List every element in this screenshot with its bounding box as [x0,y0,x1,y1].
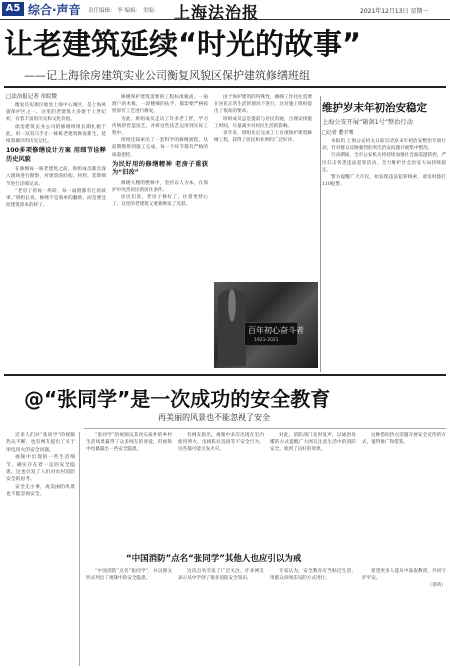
issue-date: 2021年12月13日 星期一 [360,8,429,15]
paragraph: 近来人们对“张同学”的视频热议不断，也有网友提出了关于用电用火的安全问题。 [6,433,75,453]
paragraph: 专家认为，安全教育应当贴近生活，用群众喜闻乐见的方式进行。 [270,569,356,582]
paper-name: 上海法治报 [174,3,260,22]
lower-subhead: 再美丽的风景也不能忽视了安全 [158,413,270,422]
lower-column-6 [178,568,264,666]
paragraph: 行动期间，全市公安机关将持续加强社会面巡逻防控，严厉打击各类违法犯罪活动，全力维护社会治安大局持续稳定。 [322,153,446,173]
section-subhead: 为民好用的修缮精神 老房子重获为“旧改” [112,160,208,177]
paragraph: 这种借助热点话题开展安全宣传的方式，值得推广和借鉴。 [362,433,446,446]
paragraph: 警方提醒广大市民，如发现违法犯罪线索，请及时拨打110报警。 [322,175,446,188]
article-photo [214,282,318,368]
right-byline: □记者 董宇骞 [322,130,354,136]
paragraph: 这次点名引发了广泛关注，许多网友表示从中学到了很多消防安全知识。 [178,569,264,582]
right-article-column [322,138,446,370]
divider [84,428,446,429]
main-byline: □法治报记者 章皖微 [6,94,57,100]
article-column-1 [6,102,106,370]
sidebar-column [6,432,80,666]
page-number: A5 [2,2,24,16]
main-headline: 让老建筑延续“时光的故事” [4,27,362,61]
paragraph: 徐房建筑实业公司的修缮班组长期扎根于此，用一双双巧手让一栋栋老建筑焕发新生，延续着城市的历史记忆。 [6,124,106,145]
paragraph: 由于保护建筑的特殊性，修缮工作往往需要在居民正常生活的情况下进行，这对施工组织提出了很高的要求。 [214,95,312,115]
lower-column-7 [270,568,356,666]
photo-sign-year: 1921-2021 [254,338,279,343]
right-subhead: 上海公安开展“砺剑1号”整治行动 [322,119,413,126]
divider [4,374,446,376]
paragraph: “张同学”的视频以其真实质朴的乡村生活场景赢得了众多网友的喜爱，但视频中也暴露出一些安全隐患。 [86,433,172,453]
paragraph: 居民们说，老房子修好了，住着更舒心了，这里的老建筑又重新焕发了光彩。 [112,195,208,208]
lower-column-5 [86,568,172,666]
main-subhead: ——记上海徐房建筑实业公司衡复风貌区保护建筑修缮班组 [24,69,310,82]
paragraph: 希望更多人能从中汲取教训，共同守护平安。 [362,569,446,582]
inner-headline: “中国消防”点名“张同学”其他人也应引以为戒 [126,554,302,564]
article-column-3 [214,94,312,278]
paragraph: 本报讯 上海公安机关日前启动岁末年初治安整治专项行动，针对群众反映强烈的突出治安问题开展集中整治。 [322,139,446,152]
section-title: 综合·声音 [28,3,81,17]
right-headline: 维护岁末年初治安稳定 [322,102,427,114]
paragraph: 对此，消防部门及时发声，以通俗易懂的方式提醒广大网友注意生活中的消防安全，收到了良好的效果。 [270,433,356,453]
lower-column-1 [86,432,172,548]
paragraph: “中国消防”点名“张同学”，并以图文形式列出了视频中的安全隐患。 [86,569,172,582]
editors-line: 责任编辑： 李 编辑： 美编： [88,8,160,14]
paragraph: “老房子的每一块砖、每一扇窗都有它的故事。”班组长说，修缮不是简单的翻新，而是要还原建筑原本的样子。 [6,188,106,209]
lower-column-3 [270,432,356,548]
paragraph: 为此，班组成员走访了许多老工匠，学习传统的营造技艺，并将这些技艺运用到实际工程中。 [112,116,208,137]
photo-people [218,290,246,366]
article-column-2 [112,94,208,370]
paragraph: 修缮大楼的整修中，坚持以人为本，在保护中改善居民的居住条件。 [112,180,208,194]
lower-column-8 [362,568,446,666]
masthead [0,0,450,20]
paragraph: 衡复历史街区地处上海中心城区，是上海风貌保护区之一。这里的老建筑大多建于上世纪初，有着丰富的历史和文化价值。 [6,103,106,123]
section-subhead: 100多项修缮设计方案 用细节诠释历史风貌 [6,147,106,163]
lower-column-2 [178,432,264,548]
lower-column-4 [362,432,446,548]
author-note: （徐英） [427,583,446,589]
column-divider [320,96,321,372]
paragraph: 班组成员总是提前与居民沟通，合理安排施工时间，尽量减少对居民生活的影响。 [214,116,312,129]
paragraph: 在修缮每一栋老建筑之前，班组成员都会深入现场进行勘察，对建筑的结构、材料、装饰细节进行详细记录。 [6,167,106,187]
paragraph: 有网友指出，视频中多次出现在室内使用明火、电线私拉乱接等不安全行为，这些都可能引发火灾。 [178,433,264,453]
photo-sign-text: 百年初心奋斗者 [248,326,304,335]
paragraph: 视频中出现的一些生活细节，确实存在着一定的安全隐患，这也引发了人们对农村消防安全的思考。 [6,455,75,483]
lower-headline: @“张同学”是一次成功的安全教育 [24,387,331,411]
divider [4,86,446,88]
paragraph: 多年来，班组先后完成了上百项保护建筑修缮工程，获得了居民和业界的广泛好评。 [214,131,312,144]
paragraph: 安全无小事，再美丽的风景也不能忽视安全。 [6,484,75,498]
paragraph: 班组还探索出了一套科学的修缮流程，从前期勘察到施工完成，每一个环节都有严格的质量把控。 [112,138,208,158]
paragraph: 修缮保护建筑需要的工程标准极高。一扇窗户的木框，一段楼梯的扶手，都需要严格按照原有工艺进行修复。 [112,95,208,115]
